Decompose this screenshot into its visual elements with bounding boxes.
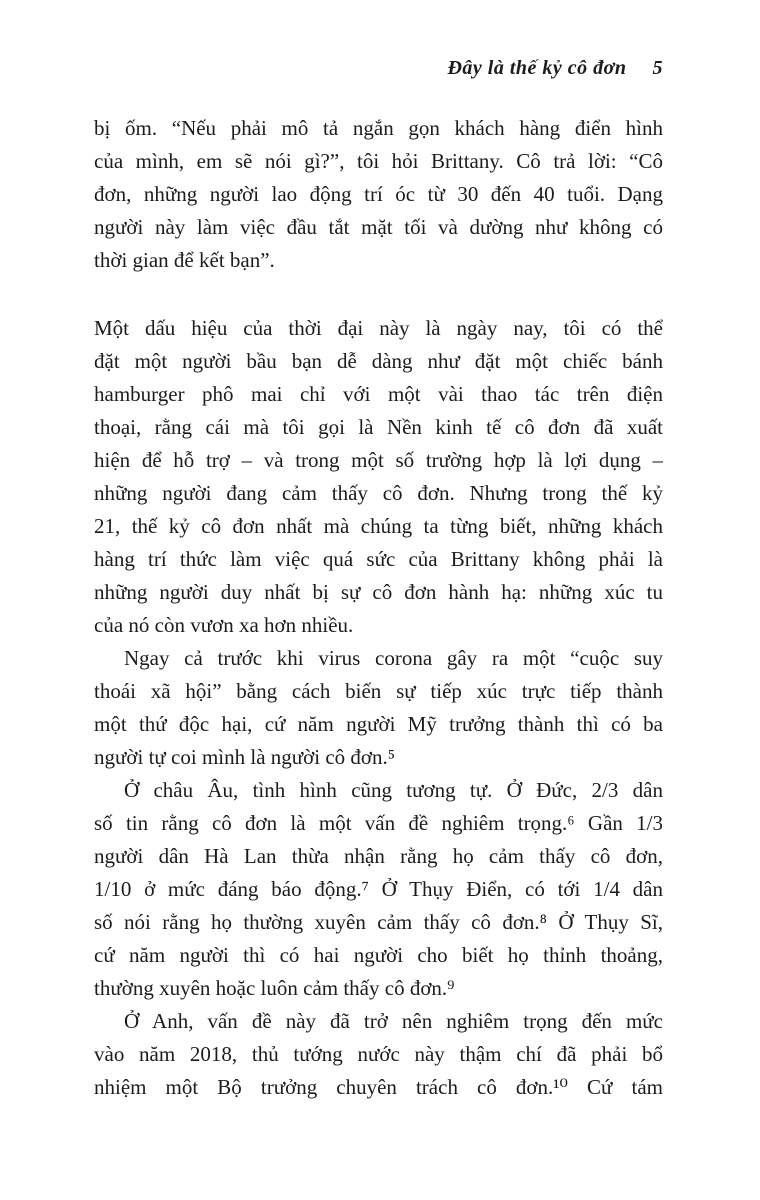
text-line: Ở châu Âu, tình hình cũng tương tự. Ở Đức, 2/3 dân [124,778,663,802]
text-line: của mình, em sẽ nói gì?”, tôi hỏi Brittany. Cô trả lời: “Cô [94,149,663,173]
paragraph [94,112,663,277]
text-line: thoái xã hội” bằng cách biến sự tiếp xúc trực tiếp thành [94,679,663,703]
paragraph [94,774,663,1005]
text-line: thoại, rằng cái mà tôi gọi là Nền kinh tế cô đơn đã xuất [94,415,663,439]
text-line: những người duy nhất bị sự cô đơn hành hạ: những xúc tu [94,580,663,604]
section-break [94,277,663,312]
text-line: Một dấu hiệu của thời đại này là ngày nay, tôi có thể [94,316,663,340]
text-line: 21, thế kỷ cô đơn nhất mà chúng ta từng biết, những khách [94,514,663,538]
text-line: bị ốm. “Nếu phải mô tả ngắn gọn khách hàng điển hình [94,116,663,140]
text-line: thường xuyên hoặc luôn cảm thấy cô đơn.⁹ [94,976,455,1000]
text-line: hiện để hỗ trợ – và trong một số trường hợp là lợi dụng – [94,448,663,472]
text-line: người tự coi mình là người cô đơn.⁵ [94,745,396,769]
text-line: một thứ độc hại, cứ năm người Mỹ trưởng thành thì có ba [94,712,663,736]
text-line: thời gian để kết bạn”. [94,248,275,272]
text-line: cứ năm người thì có hai người cho biết họ thỉnh thoảng, [94,943,663,967]
running-title: Đây là thế kỷ cô đơn [447,57,627,79]
text-line: hàng trí thức làm việc quá sức của Brittany không phải là [94,547,663,571]
text-line: số nói rằng họ thường xuyên cảm thấy cô đơn.⁸ Ở Thụy Sĩ, [94,910,663,934]
paragraph [94,312,663,642]
text-line: người dân Hà Lan thừa nhận rằng họ cảm thấy cô đơn, [94,844,663,868]
text-line: 1/10 ở mức đáng báo động.⁷ Ở Thụy Điển, có tới 1/4 dân [94,877,663,901]
text-line: những người đang cảm thấy cô đơn. Nhưng trong thế kỷ [94,481,663,505]
paragraph [94,1005,663,1104]
paragraph [94,642,663,774]
text-line: nhiệm một Bộ trưởng chuyên trách cô đơn.¹⁰ Cứ tám [94,1075,663,1099]
text-line: của nó còn vươn xa hơn nhiều. [94,613,354,637]
text-line: đặt một người bầu bạn dễ dàng như đặt một chiếc bánh [94,349,663,373]
page-number: 5 [652,57,663,79]
text-line: vào năm 2018, thủ tướng nước này thậm chí đã phải bổ [94,1042,663,1066]
text-line: hamburger phô mai chỉ với một vài thao tác trên điện [94,382,663,406]
text-line: người này làm việc đầu tắt mặt tối và dường như không có [94,215,663,239]
body-text [94,112,663,1104]
text-line: số tin rằng cô đơn là một vấn đề nghiêm trọng.⁶ Gần 1/3 [94,811,663,835]
text-line: đơn, những người lao động trí óc từ 30 đến 40 tuổi. Dạng [94,182,663,206]
running-header [94,57,663,80]
text-line: Ở Anh, vấn đề này đã trở nên nghiêm trọng đến mức [124,1009,663,1033]
text-line: Ngay cả trước khi virus corona gây ra một “cuộc suy [124,646,663,670]
